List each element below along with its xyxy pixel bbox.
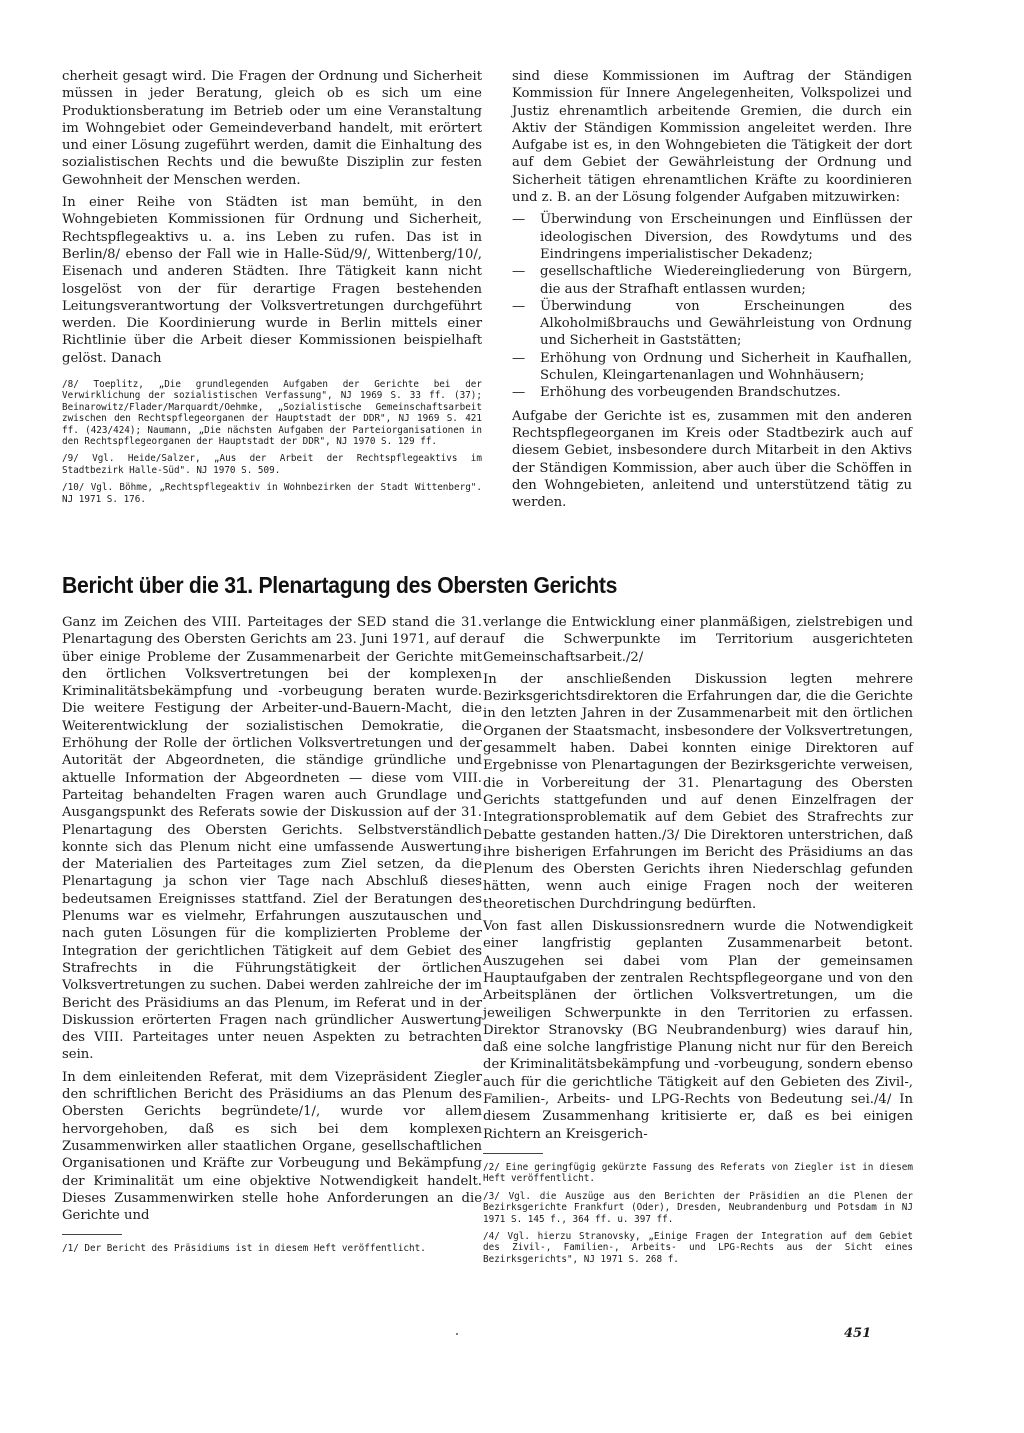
top-right-column — [512, 68, 912, 516]
footnote-divider — [62, 1234, 122, 1235]
footnotes — [62, 379, 482, 505]
article-heading — [62, 572, 942, 599]
footnote: /3/ Vgl. die Auszüge aus den Berichten der Präsidien an die Plenen der Bezirksgerichte Frankfurt (Oder), Dresden, Neubrandenburg und Potsdam in NJ 1971 S. 145 f., 364 ff. u. 397 ff. — [483, 1190, 913, 1225]
body-paragraph: Aufgabe der Gerichte ist es, zusammen mit den anderen Rechtspflegeorganen im Kreis oder Stadtbezirk auch auf diesem Gebiet, insbesondere durch Mitarbeit in den Aktivs der Ständigen Kommission, aber auch über die Schöffen in den Wohngebieten, anleitend und unterstützend tätig zu werden. — [512, 408, 912, 511]
footnote: /2/ Eine geringfügig gekürzte Fassung des Referats von Ziegler ist in diesem Heft veröffentlicht. — [483, 1161, 913, 1185]
list-item-text: Überwindung von Erscheinungen und Einflüssen der ideologischen Diversion, des Rowdytums und des Eindringens imperialistischer Dekadenz; — [540, 212, 912, 262]
footnote-divider — [483, 1153, 543, 1154]
list-item-text: Erhöhung von Ordnung und Sicherheit in Kaufhallen, Schulen, Kleingartenanlagen und Wohnhäusern; — [540, 350, 912, 384]
body-paragraph: sind diese Kommissionen im Auftrag der Ständigen Kommission für Innere Angelegenheiten, Volkspolizei und Justiz ehrenamtlich arbeitende Gremien, die durch ein Aktiv der Ständigen Kommission angeleitet werden. Ihre Aufgabe ist es, in den Wohngebieten die Tätigkeit der dort auf dem Gebiet der Gewährleistung der Ordnung und Sicherheit tätigen ehrenamtlichen Kräfte zu koordinieren und z. B. an der Lösung folgender Aufgaben mitzuwirken: — [512, 69, 912, 206]
list-item-text: gesellschaftliche Wiedereingliederung von Bürgern, die aus der Strafhaft entlassen wurden; — [540, 264, 912, 297]
print-speck — [456, 1333, 458, 1335]
bottom-right-column — [483, 614, 913, 1271]
list-item — [512, 211, 912, 263]
body-paragraph: In dem einleitenden Referat, mit dem Vizepräsident Ziegler den schriftlichen Bericht des Präsidiums an das Plenum des Obersten Gerichts begründete/1/, wurde vor allem hervorgehoben, daß es sich bei dem komplexen Zusammenwirken aller staatlichen Organe, gesellschaftlichen Organisationen und Kräfte zur Vorbeugung und Bekämpfung der Kriminalität um eine objektive Notwendigkeit handelt. Dieses Zusammenwirken stelle hohe Anforderungen an die Gerichte und — [62, 1069, 482, 1224]
list-item — [512, 263, 912, 298]
body-paragraph: verlange die Entwicklung einer planmäßigen, zielstrebigen und auf die Schwerpunkte im Territorium ausgerichteten Gemeinschaftsarbeit./2/ — [483, 615, 913, 665]
body-paragraph: Ganz im Zeichen des VIII. Parteitages der SED stand die 31. Plenartagung des Obersten Gerichts am 23. Juni 1971, auf der über einige Probleme der Zusammenarbeit der Gerichte mit den örtlichen Volksvertretungen bei der komplexen Kriminalitätsbekämpfung und -vorbeugung beraten wurde. Die weitere Festigung der Arbeiter-und-Bauern-Macht, die Weiterentwicklung der sozialistischen Demokratie, die Erhöhung der Rolle der örtlichen Volksvertretungen und der Autorität der Abgeordneten, die ständige gründliche und aktuelle Information der Abgeordneten — diese vom VIII. Parteitag behandelten Fragen waren auch Grundlage und Ausgangspunkt des Referats sowie der Diskussion auf der 31. Plenartagung des Obersten Gerichts. Selbstverständlich konnte sich das Plenum nicht eine umfassende Auswertung der Materialien des Parteitages zum Ziel setzen, da die Plenartagung ja schon vier Tage nach Abschluß dieses bedeutsamen Ereignisses stattfand. Ziel der Beratungen des Plenums war es vielmehr, Erfahrungen auszutauschen und nach guten Lösungen für die komplizierten Probleme der Integration der gerichtlichen Tätigkeit auf dem Gebiet des Strafrechts in die Führungstätigkeit der örtlichen Volksvertretungen zu suchen. Dabei werden zahlreiche der im Bericht des Präsidiums an das Plenum, im Referat und in der Diskussion erörterten Fragen nach gründlicher Auswertung des VIII. Parteitages unter neuen Aspekten zu betrachten sein. — [62, 615, 482, 1063]
footnote: /1/ Der Bericht des Präsidiums ist in diesem Heft veröffentlicht. — [62, 1243, 426, 1255]
dash-marker: — — [512, 264, 526, 280]
task-list — [512, 211, 912, 401]
footnote: /9/ Vgl. Heide/Salzer, „Aus der Arbeit der Rechtspflegeaktivs im Stadtbezirk Halle-Süd". NJ 1970 S. 509. — [62, 453, 482, 476]
footnote: /4/ Vgl. hierzu Stranovsky, „Einige Fragen der Integration auf dem Gebiet des Zivil-, Familien-, Arbeits- und LPG-Rechts aus der Sicht eines Bezirksgerichts", NJ 1971 S. 268 f. — [483, 1230, 913, 1265]
body-paragraph: In einer Reihe von Städten ist man bemüht, in den Wohngebieten Kommissionen für Ordnung und Sicherheit, Rechtspflegeaktivs u. a. ins Leben zu rufen. Das ist in Berlin/8/ ebenso der Fall wie in Halle-Süd/9/, Wittenberg/10/, Eisenach und anderen Städten. Ihre Tätigkeit kann nicht losgelöst von der für derartige Fragen bestehenden Leitungsverantwortung der Volksvertretungen durchgeführt werden. Die Koordinierung wurde in Berlin mittels einer Richtlinie über die Arbeit dieser Kommissionen beispielhaft gelöst. Danach — [62, 195, 482, 366]
list-item — [512, 384, 912, 401]
footnote: /8/ Toeplitz, „Die grundlegenden Aufgaben der Gerichte bei der Verwirklichung der sozialistischen Verfassung", NJ 1969 S. 33 ff. (37); Beinarowitz/Flader/Marquardt/Oehmke, „Sozialistische Gemeinschaftsarbeit zwischen den Rechtspflegeorganen der Hauptstadt der DDR", NJ 1969 S. 421 ff. (423/424); Naumann, „Die nächsten Aufgaben der Parteiorganisationen in den Rechtspflegeorganen der Hauptstadt der DDR", NJ 1970 S. 129 ff. — [62, 379, 482, 448]
page-number: 451 — [844, 1326, 872, 1341]
top-left-column — [62, 68, 482, 511]
body-paragraph: Von fast allen Diskussionsrednern wurde die Notwendigkeit einer langfristig geplanten Zusammenarbeit betont. Auszugehen sei dabei vom Plan der gemeinsamen Hauptaufgaben der zentralen Rechtspflegeorgane und von den Arbeitsplänen der örtlichen Volksvertretungen, um die jeweiligen Schwerpunkte in den Territorien zu erfassen. Direktor Stranovsky (BG Neubrandenburg) wies darauf hin, daß eine solche langfristige Planung nicht nur für den Bereich der Kriminalitätsbekämpfung und -vorbeugung, sondern ebenso auch für die gerichtliche Tätigkeit auf den Gebieten des Zivil-, Familien-, Arbeits- und LPG-Rechts von Bedeutung sei./4/ In diesem Zusammenhang kritisierte er, daß es bei einigen Richtern an Kreisgerich- — [483, 919, 913, 1142]
list-item — [512, 350, 912, 385]
list-item-text: Erhöhung des vorbeugenden Brandschutzes. — [540, 385, 841, 401]
dash-marker: — — [512, 350, 526, 366]
bottom-left-column — [62, 614, 482, 1261]
footnote: /10/ Vgl. Böhme, „Rechtspflegeaktiv in Wohnbezirken der Stadt Wittenberg". NJ 1971 S. 176. — [62, 482, 482, 505]
body-paragraph: cherheit gesagt wird. Die Fragen der Ordnung und Sicherheit müssen in jeder Beratung, gleich ob es sich um eine Produktionsberatung im Betrieb oder um eine Veranstaltung im Wohngebiet oder Gemeindeverband handelt, mit erörtert und einer Lösung zugeführt werden, damit die Einhaltung des sozialistischen Rechts und die bewußte Disziplin zur festen Gewohnheit der Menschen werden. — [62, 69, 482, 188]
body-paragraph: In der anschließenden Diskussion legten mehrere Bezirksgerichtsdirektoren die Erfahrungen dar, die die Gerichte in den letzten Jahren in der Zusammenarbeit mit den örtlichen Organen der Staatsmacht, insbesondere der Volksvertretungen, gesammelt haben. Dabei konnten einige Direktoren auf Ergebnisse von Plenartagungen der Bezirksgerichte verweisen, die in Vorbereitung der 31. Plenartagung des Obersten Gerichts stattgefunden und auf denen Einzelfragen der Integrationsproblematik auf dem Gebiet des Strafrechts zur Debatte gestanden hatten./3/ Die Direktoren unterstrichen, daß ihre bisherigen Erfahrungen im Bericht des Präsidiums an das Plenum des Obersten Gerichts ihren Niederschlag gefunden hätten, wenn auch einige Fragen noch der weiteren theoretischen Durchdringung bedürften. — [483, 671, 913, 912]
list-item-text: Überwindung von Erscheinungen des Alkoholmißbrauchs und Gewährleistung von Ordnung und Sicherheit in Gaststätten; — [540, 298, 912, 349]
page-title: Bericht über die 31. Plenartagung des Obersten Gerichts — [62, 572, 618, 598]
dash-marker: — — [512, 298, 526, 314]
list-item — [512, 298, 912, 350]
dash-marker: — — [512, 212, 526, 228]
dash-marker: — — [512, 385, 526, 401]
